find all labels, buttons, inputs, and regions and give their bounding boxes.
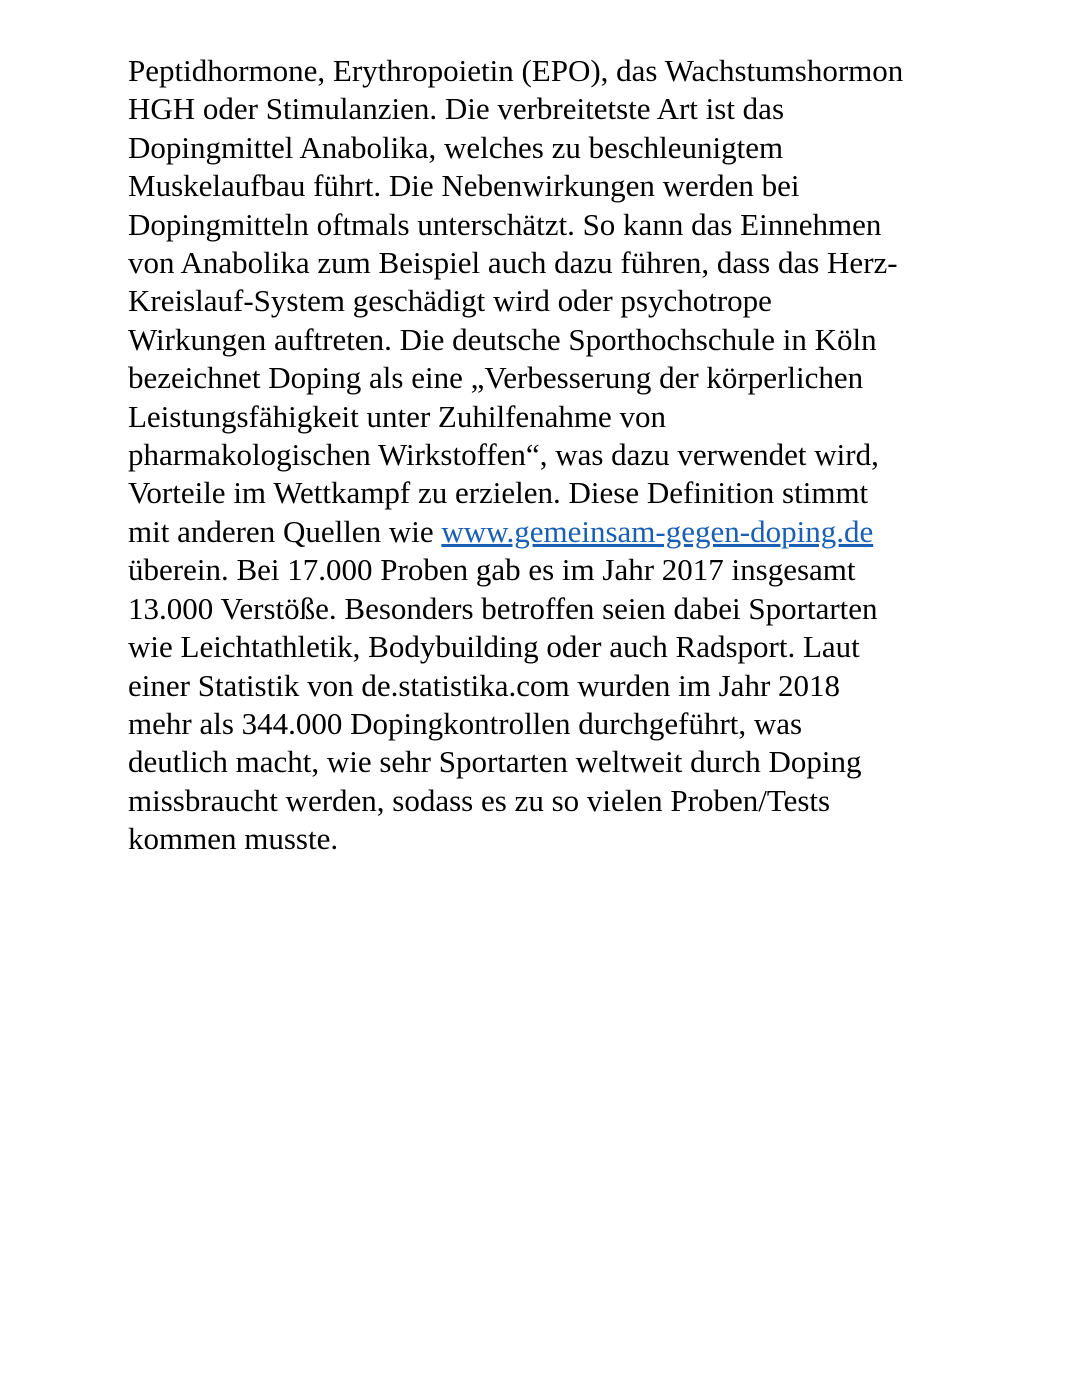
text-line-21: kommen musste.	[128, 821, 339, 857]
body-text	[128, 52, 988, 859]
text-line-6: von Anabolika zum Beispiel auch dazu führen, dass das Herz-	[128, 245, 898, 281]
text-line-10: Leistungsfähigkeit unter Zuhilfenahme von	[128, 398, 667, 434]
text-line-14: überein. Bei 17.000 Proben gab es im Jahr 2017 insgesamt	[128, 552, 856, 588]
gemeinsam-gegen-doping-link[interactable]: www.gemeinsam-gegen-doping.de	[441, 513, 874, 549]
text-line-2: HGH oder Stimulanzien. Die verbreitetste Art ist das	[128, 91, 785, 127]
text-line-4: Muskelaufbau führt. Die Nebenwirkungen werden bei	[128, 168, 800, 204]
text-line-1: Peptidhormone, Erythropoietin (EPO), das Wachstumshormon	[128, 53, 904, 88]
text-line-18: mehr als 344.000 Dopingkontrollen durchgeführt, was	[128, 705, 803, 741]
text-line-9: bezeichnet Doping als eine „Verbesserung der körperlichen	[128, 360, 864, 396]
text-line-20: missbraucht werden, sodass es zu so vielen Proben/Tests	[128, 782, 831, 818]
text-line-17: einer Statistik von de.statistika.com wurden im Jahr 2018	[128, 667, 841, 703]
text-line-8: Wirkungen auftreten. Die deutsche Sporthochschule in Köln	[128, 321, 877, 357]
text-line-12: Vorteile im Wettkampf zu erzielen. Diese Definition stimmt	[128, 475, 869, 511]
text-line-19: deutlich macht, wie sehr Sportarten weltweit durch Doping	[128, 744, 862, 780]
text-line-11: pharmakologischen Wirkstoffen“, was dazu verwendet wird,	[128, 437, 879, 473]
text-line-15: 13.000 Verstöße. Besonders betroffen seien dabei Sportarten	[128, 590, 878, 626]
text-line-13	[128, 513, 988, 551]
text-line-3: Dopingmittel Anabolika, welches zu beschleunigtem	[128, 129, 784, 165]
link-line-prefix: mit anderen Quellen wie	[128, 513, 442, 549]
text-line-5: Dopingmitteln oftmals unterschätzt. So kann das Einnehmen	[128, 206, 882, 242]
text-line-7: Kreislauf-System geschädigt wird oder psychotrope	[128, 283, 772, 319]
text-line-16: wie Leichtathletik, Bodybuilding oder auch Radsport. Laut	[128, 629, 860, 665]
